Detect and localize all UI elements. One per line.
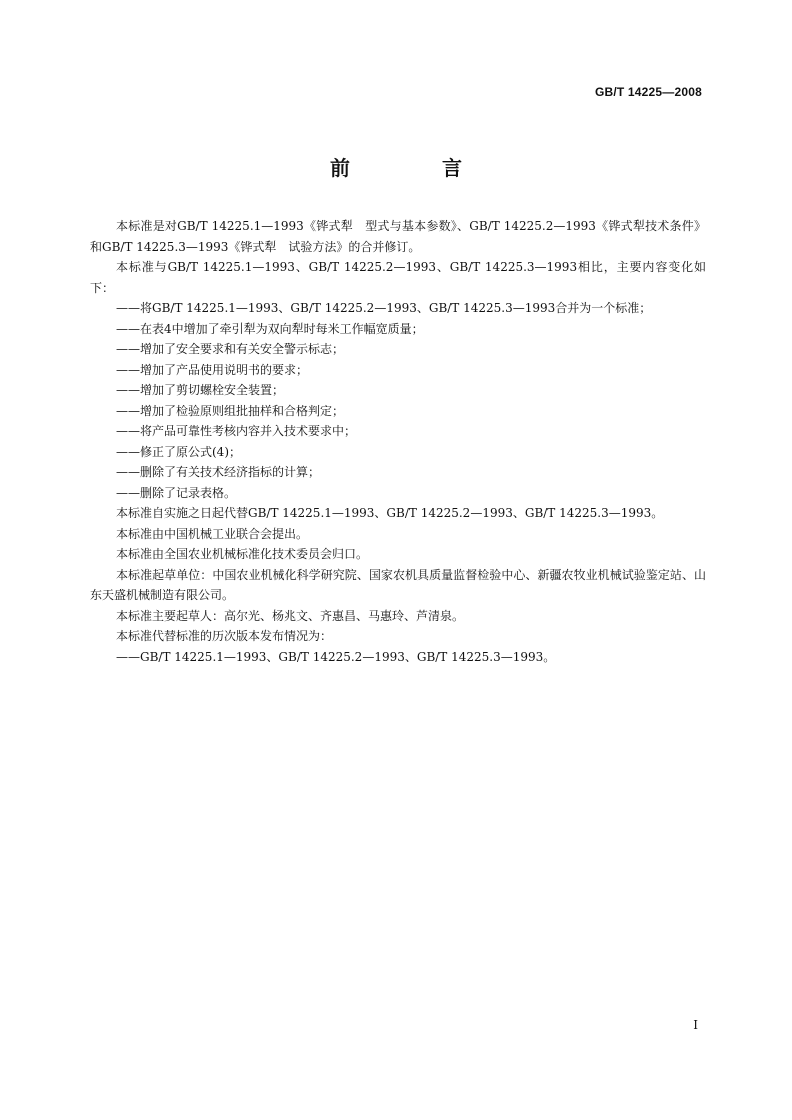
list-item-change: ——删除了有关技术经济指标的计算； bbox=[116, 465, 321, 479]
list-item-change: ——将产品可靠性考核内容并入技术要求中； bbox=[116, 424, 357, 438]
list-item-change: ——修正了原公式(4)； bbox=[116, 444, 241, 459]
foreword-body bbox=[90, 216, 706, 667]
paragraph-previous-editions: 本标准代替标准的历次版本发布情况为： bbox=[116, 629, 333, 643]
paragraph-centralized-by: 本标准由全国农业机械标准化技术委员会归口。 bbox=[116, 547, 369, 561]
list-item-change: ——删除了记录表格。 bbox=[116, 485, 237, 500]
list-item-previous-edition: ——GB/T 14225.1—1993、GB/T 14225.2—1993、GB/T 14225.3—1993。 bbox=[116, 649, 556, 664]
list-item-change: ——增加了产品使用说明书的要求； bbox=[116, 362, 309, 377]
paragraph-drafting-units: 本标准起草单位：中国农业机械化科学研究院、国家农机具质量监督检验中心、新疆农牧业机械试验鉴定站、山东天盛机械制造有限公司。 bbox=[90, 567, 706, 602]
paragraph-proposed-by: 本标准由中国机械工业联合会提出。 bbox=[116, 526, 309, 541]
page-number: I bbox=[693, 1018, 698, 1032]
paragraph-changes-intro: 本标准与GB/T 14225.1—1993、GB/T 14225.2—1993、GB/T 14225.3—1993相比，主要内容变化如下： bbox=[90, 260, 706, 295]
page-title: 前 言 bbox=[330, 156, 498, 180]
paragraph-replaces: 本标准自实施之日起代替GB/T 14225.1—1993、GB/T 14225.2—1993、GB/T 14225.3—1993。 bbox=[116, 506, 664, 520]
list-item-change: ——将GB/T 14225.1—1993、GB/T 14225.2—1993、GB/T 14225.3—1993合并为一个标准； bbox=[116, 301, 652, 315]
paragraph-intro: 本标准是对GB/T 14225.1—1993《铧式犁 型式与基本参数》、GB/T 14225.2—1993《铧式犁技术条件》和GB/T 14225.3—1993《铧式犁 试验方法》的合并修订。 bbox=[90, 219, 706, 254]
list-item-change: ——增加了安全要求和有关安全警示标志； bbox=[116, 342, 345, 356]
list-item-change: ——在表4中增加了牵引犁为双向犁时每米工作幅宽质量； bbox=[116, 321, 424, 336]
list-item-change: ——增加了检验原则组批抽样和合格判定； bbox=[116, 403, 345, 418]
document-code: GB/T 14225—2008 bbox=[594, 85, 702, 99]
list-item-change: ——增加了剪切螺栓安全装置； bbox=[116, 383, 285, 397]
paragraph-drafters: 本标准主要起草人：高尔光、杨兆文、齐惠昌、马惠玲、芦清泉。 bbox=[116, 608, 465, 623]
